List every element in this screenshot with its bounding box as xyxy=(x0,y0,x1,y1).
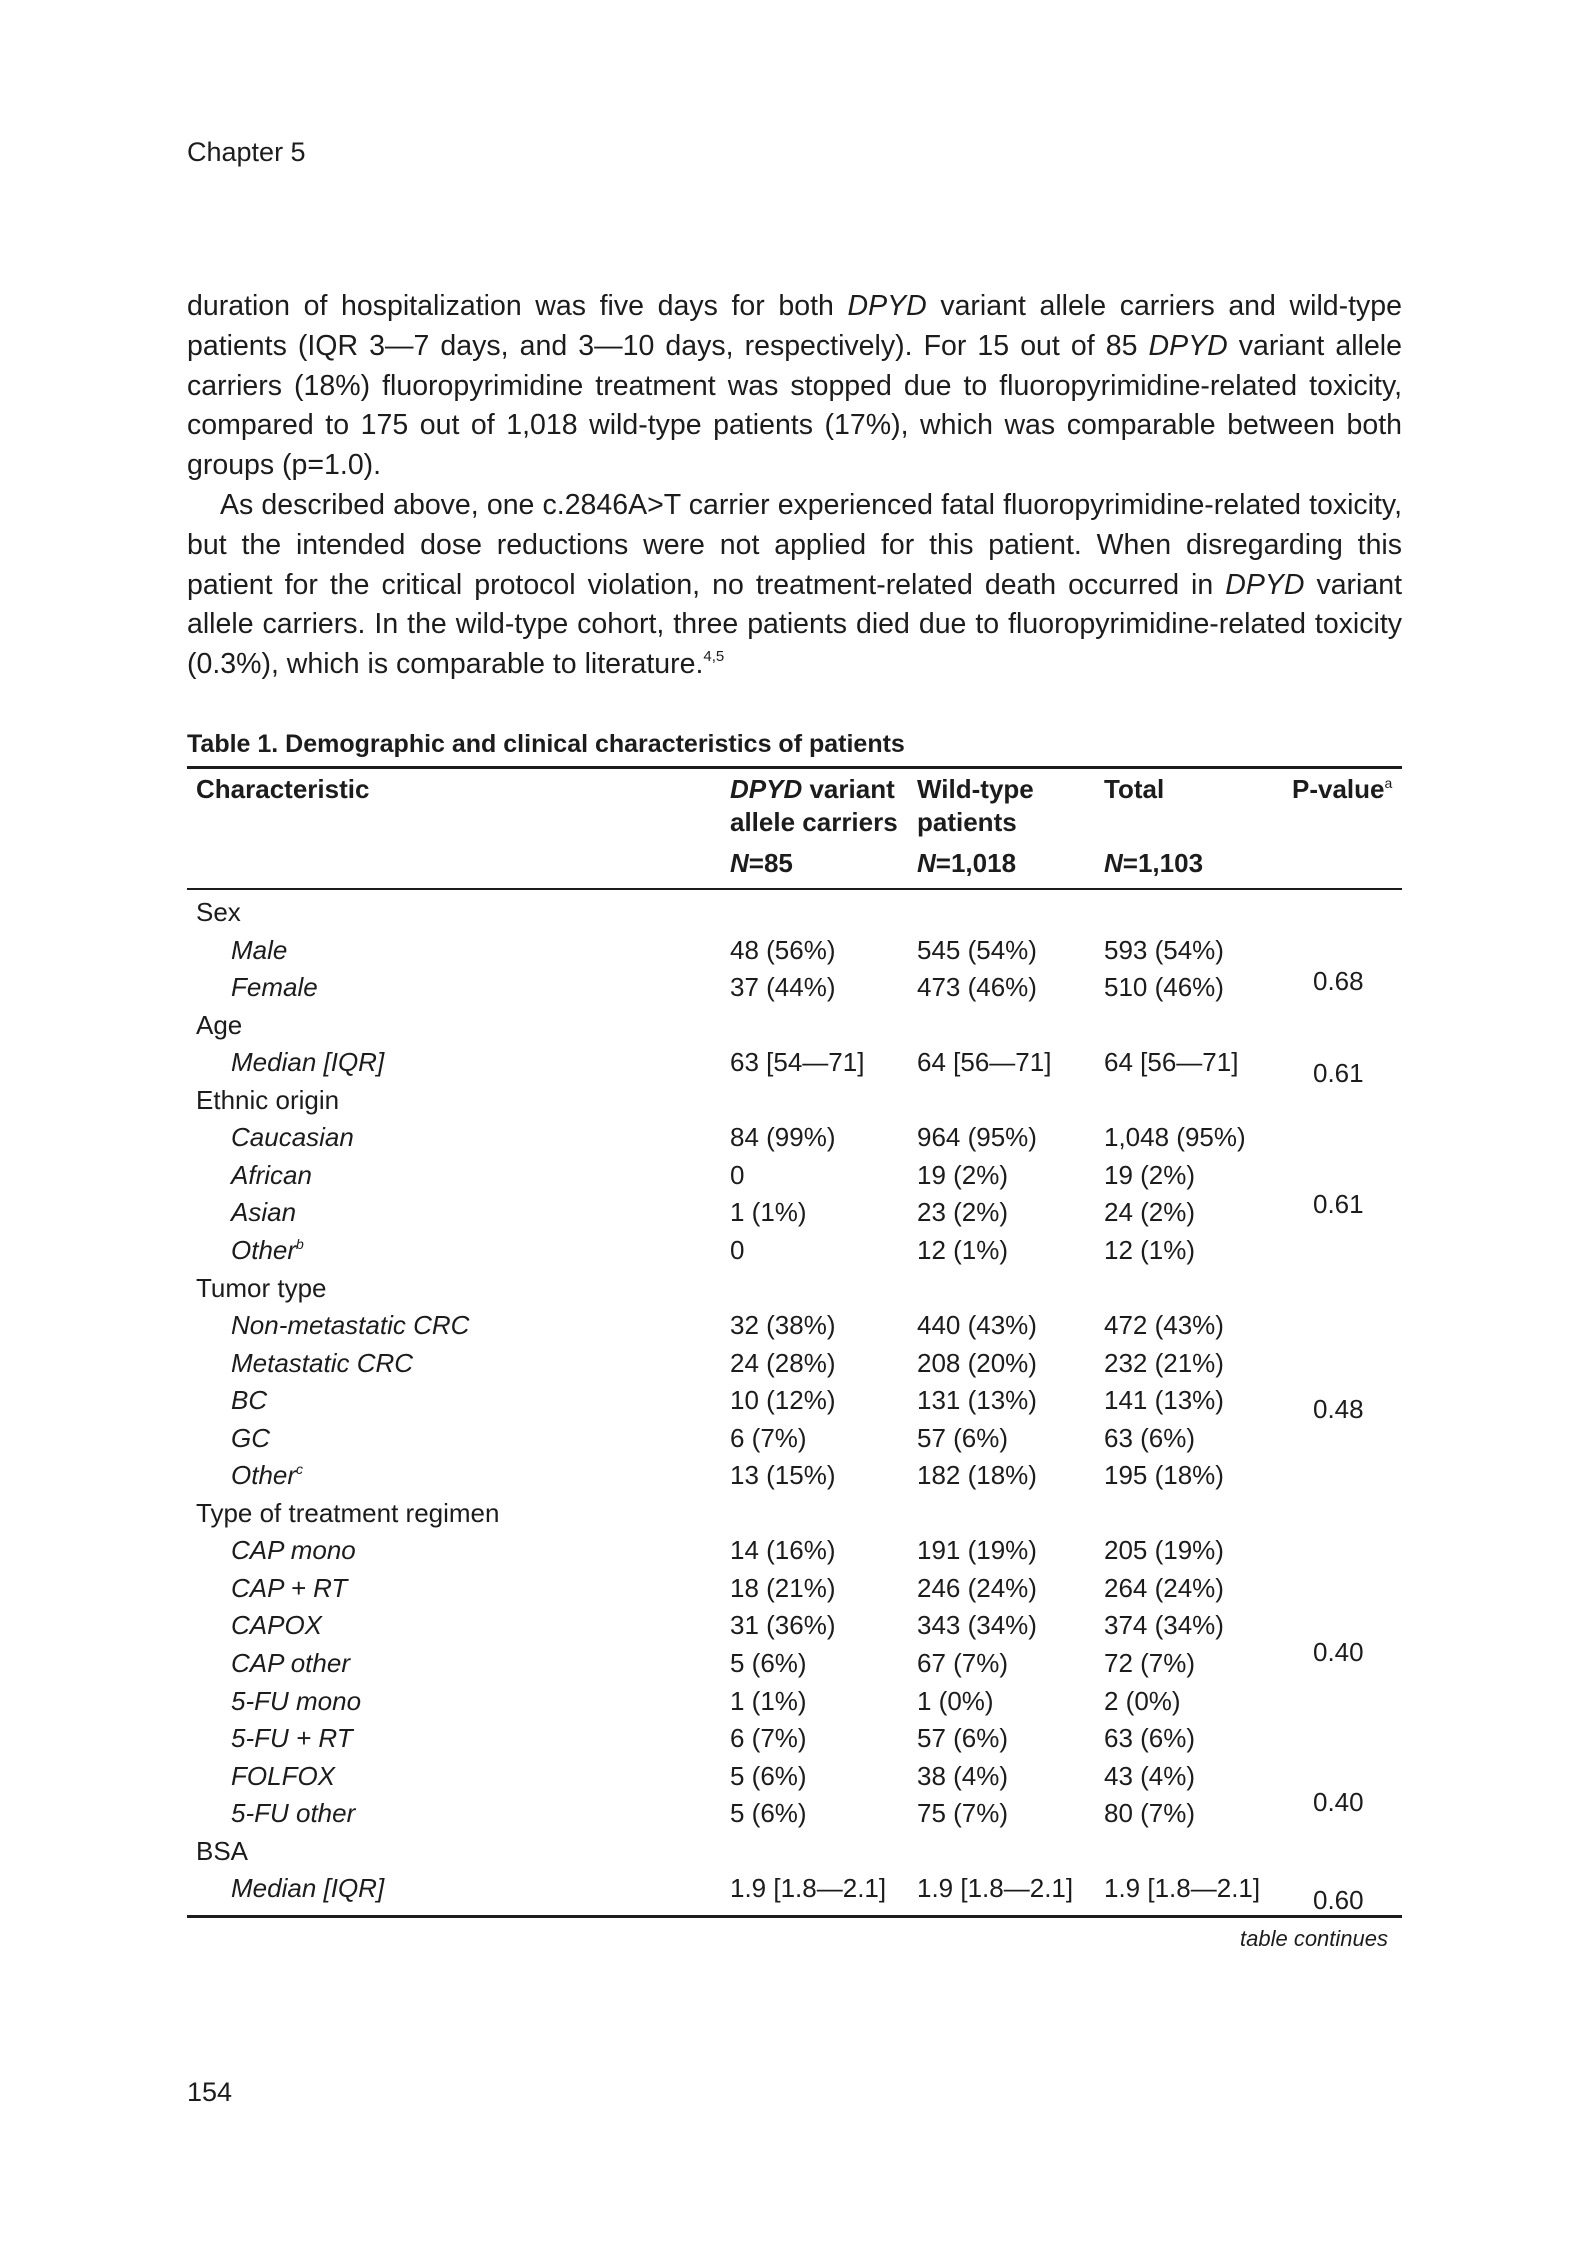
table-title: Table 1. Demographic and clinical characteristics of patients xyxy=(187,730,905,758)
table-group-row xyxy=(187,1270,1402,1308)
table-row xyxy=(187,1870,1402,1908)
table-row xyxy=(187,1683,1402,1721)
pvalue-age: 0.61 xyxy=(1313,1058,1364,1088)
header-characteristic: Characteristic xyxy=(196,774,370,804)
row-label: 5-FU mono xyxy=(231,1685,362,1716)
cell-total: 141 (13%) xyxy=(1104,1385,1224,1416)
cell-wild-type: 246 (24%) xyxy=(917,1572,1037,1603)
row-label: CAP other xyxy=(231,1648,350,1678)
cell-dpyd: 1.9 [1.8—2.1] xyxy=(730,1873,887,1904)
cell-total: 374 (34%) xyxy=(1104,1610,1224,1641)
table-row xyxy=(187,1607,1402,1645)
table-header-rule xyxy=(187,888,1402,890)
reference-superscript: 4,5 xyxy=(703,648,725,666)
pvalue-bsa: 0.60 xyxy=(1313,1885,1364,1915)
pvalue-tumor-type: 0.48 xyxy=(1313,1394,1364,1424)
table-row xyxy=(187,1157,1402,1195)
table-row xyxy=(187,1345,1402,1383)
cell-wild-type: 131 (13%) xyxy=(917,1385,1037,1416)
cell-total: 195 (18%) xyxy=(1104,1460,1224,1491)
running-head: Chapter 5 xyxy=(187,137,306,167)
cell-wild-type: 38 (4%) xyxy=(917,1760,1009,1791)
row-label: CAP + RT xyxy=(231,1572,348,1603)
cell-wild-type: 57 (6%) xyxy=(917,1422,1009,1453)
header-dpyd: DPYD variant allele carriers xyxy=(730,774,898,837)
table-row xyxy=(187,1044,1402,1082)
cell-dpyd: 84 (99%) xyxy=(730,1122,836,1153)
row-label: Caucasian xyxy=(231,1122,354,1153)
cell-dpyd: 63 [54—71] xyxy=(730,1047,865,1078)
table-row xyxy=(187,1570,1402,1608)
cell-dpyd: 1 (1%) xyxy=(730,1197,807,1228)
table-row xyxy=(187,932,1402,970)
row-label: BC xyxy=(231,1385,268,1416)
cell-total: 63 (6%) xyxy=(1104,1723,1196,1754)
cell-total: 64 [56—71] xyxy=(1104,1047,1239,1078)
cell-total: 593 (54%) xyxy=(1104,934,1224,965)
cell-total: 12 (1%) xyxy=(1104,1234,1196,1265)
table-row xyxy=(187,1645,1402,1683)
header-pvalue: P-value$^a$ xyxy=(1292,774,1393,804)
table-row xyxy=(187,1720,1402,1758)
row-label: Male xyxy=(231,934,288,965)
row-label: 5-FU other xyxy=(231,1798,356,1829)
table-row xyxy=(187,1194,1402,1232)
row-label: CAP mono xyxy=(231,1535,356,1566)
cell-wild-type: 440 (43%) xyxy=(917,1310,1037,1341)
cell-dpyd: 10 (12%) xyxy=(730,1385,836,1416)
table-bottom-rule xyxy=(187,1915,1402,1918)
cell-dpyd: 5 (6%) xyxy=(730,1798,807,1829)
cell-wild-type: 23 (2%) xyxy=(917,1197,1009,1228)
header-n-total: N=1,103 xyxy=(1104,848,1204,878)
row-label: Female xyxy=(231,972,318,1003)
cell-dpyd: 6 (7%) xyxy=(730,1723,807,1754)
cell-dpyd: 24 (28%) xyxy=(730,1347,836,1378)
row-label: GC xyxy=(231,1422,270,1453)
cell-total: 72 (7%) xyxy=(1104,1648,1196,1678)
cell-wild-type: 343 (34%) xyxy=(917,1610,1037,1641)
header-n-dpyd: N=85 xyxy=(730,848,793,878)
cell-total: 232 (21%) xyxy=(1104,1347,1224,1378)
cell-dpyd: 18 (21%) xyxy=(730,1572,836,1603)
cell-total: 43 (4%) xyxy=(1104,1760,1196,1791)
cell-total: 80 (7%) xyxy=(1104,1798,1196,1829)
pvalue-regimen-5fu: 0.40 xyxy=(1313,1787,1364,1817)
cell-dpyd: 32 (38%) xyxy=(730,1310,836,1341)
table-row xyxy=(187,1532,1402,1570)
cell-total: 1.9 [1.8—2.1] xyxy=(1104,1873,1261,1904)
cell-wild-type: 191 (19%) xyxy=(917,1535,1037,1566)
table-row xyxy=(187,1795,1402,1833)
cell-dpyd: 48 (56%) xyxy=(730,934,836,965)
row-label: Median [IQR] xyxy=(231,1873,385,1904)
table-row xyxy=(187,1382,1402,1420)
row-label: Type of treatment regimen xyxy=(196,1497,500,1528)
pvalue-sex: 0.68 xyxy=(1313,966,1364,996)
table-row xyxy=(187,1232,1402,1270)
cell-total: 24 (2%) xyxy=(1104,1197,1196,1228)
row-label: Other$^c$ xyxy=(231,1460,304,1491)
row-label: Non-metastatic CRC xyxy=(231,1310,470,1341)
cell-total: 472 (43%) xyxy=(1104,1310,1224,1341)
header-n-wild-type: N=1,018 xyxy=(917,848,1017,878)
cell-dpyd: 0 xyxy=(730,1159,745,1190)
cell-dpyd: 37 (44%) xyxy=(730,972,836,1003)
table-continues-note: table continues xyxy=(1240,1926,1388,1951)
header-total: Total xyxy=(1104,774,1165,804)
table-row xyxy=(187,1758,1402,1796)
table-row xyxy=(187,1307,1402,1345)
row-label: 5-FU + RT xyxy=(231,1723,353,1754)
cell-dpyd: 0 xyxy=(730,1234,745,1265)
cell-total: 510 (46%) xyxy=(1104,972,1224,1003)
table-group-row xyxy=(187,894,1402,932)
table-group-row xyxy=(187,1495,1402,1533)
pvalue-regimen-cap: 0.40 xyxy=(1313,1637,1364,1667)
cell-dpyd: 5 (6%) xyxy=(730,1648,807,1678)
row-label: Median [IQR] xyxy=(231,1047,385,1078)
cell-wild-type: 545 (54%) xyxy=(917,934,1037,965)
row-label: CAPOX xyxy=(231,1610,323,1641)
row-label: FOLFOX xyxy=(231,1760,336,1791)
paragraph-1: duration of hospitalization was five days for both DPYD variant allele carriers and wild-type patients (IQR 3—7 days, and 3—10 days, respectively). For 15 out of 85 DPYD variant allele carriers (18%) fluoropyrimidine treatment was stopped due to fluoropyrimidine-related toxicity, compared to 175 out of 1,018 wild-type patients (17%), which was comparable between both groups (p=1.0). xyxy=(187,290,1402,482)
table-group-row xyxy=(187,1833,1402,1871)
cell-dpyd: 31 (36%) xyxy=(730,1610,836,1641)
table-top-rule xyxy=(187,766,1402,769)
cell-wild-type: 208 (20%) xyxy=(917,1347,1037,1378)
cell-total: 2 (0%) xyxy=(1104,1685,1181,1716)
row-label: Asian xyxy=(231,1197,297,1228)
cell-wild-type: 473 (46%) xyxy=(917,972,1037,1003)
row-label: Metastatic CRC xyxy=(231,1347,414,1378)
header-wild-type: Wild-type patients xyxy=(917,774,1034,837)
cell-dpyd: 1 (1%) xyxy=(730,1685,807,1716)
cell-total: 1,048 (95%) xyxy=(1104,1122,1246,1153)
cell-wild-type: 57 (6%) xyxy=(917,1723,1009,1754)
row-label: Ethnic origin xyxy=(196,1084,340,1115)
cell-wild-type: 64 [56—71] xyxy=(917,1047,1052,1078)
table-group-row xyxy=(187,1007,1402,1045)
cell-wild-type: 75 (7%) xyxy=(917,1798,1009,1829)
cell-total: 205 (19%) xyxy=(1104,1535,1224,1566)
cell-total: 264 (24%) xyxy=(1104,1572,1224,1603)
row-label: Age xyxy=(196,1009,243,1040)
page-number: 154 xyxy=(187,2077,233,2107)
cell-wild-type: 182 (18%) xyxy=(917,1460,1037,1491)
cell-total: 19 (2%) xyxy=(1104,1159,1196,1190)
cell-dpyd: 6 (7%) xyxy=(730,1422,807,1453)
row-label: Sex xyxy=(196,897,241,927)
cell-dpyd: 13 (15%) xyxy=(730,1460,836,1491)
table-row xyxy=(187,969,1402,1007)
row-label: BSA xyxy=(196,1835,249,1866)
pvalue-ethnic-origin: 0.61 xyxy=(1313,1189,1364,1219)
table-row xyxy=(187,1420,1402,1458)
table-row xyxy=(187,1457,1402,1495)
row-label: African xyxy=(231,1159,312,1190)
paragraph-2: As described above, one c.2846A>T carrier experienced fatal fluoropyrimidine-related toxicity, but the intended dose reductions were not applied for this patient. When disregarding this patient for the critical protocol violation, no treatment-related death occurred in DPYD variant allele carriers. In the wild-type cohort, three patients died due to fluoropyrimidine-related toxicity (0.3%), which is comparable to literature.$^{4,5}$ xyxy=(187,488,1402,681)
table-row xyxy=(187,1119,1402,1157)
row-label: Tumor type xyxy=(196,1272,327,1303)
cell-total: 63 (6%) xyxy=(1104,1422,1196,1453)
cell-dpyd: 14 (16%) xyxy=(730,1535,836,1566)
cell-wild-type: 964 (95%) xyxy=(917,1122,1037,1153)
cell-wild-type: 12 (1%) xyxy=(917,1234,1009,1265)
table-group-row xyxy=(187,1082,1402,1120)
cell-wild-type: 19 (2%) xyxy=(917,1159,1009,1190)
row-label: Other$^b$ xyxy=(231,1234,304,1265)
cell-wild-type: 1.9 [1.8—2.1] xyxy=(917,1873,1074,1904)
body-text xyxy=(187,287,1402,685)
cell-wild-type: 67 (7%) xyxy=(917,1648,1009,1678)
cell-wild-type: 1 (0%) xyxy=(917,1685,994,1716)
cell-dpyd: 5 (6%) xyxy=(730,1760,807,1791)
